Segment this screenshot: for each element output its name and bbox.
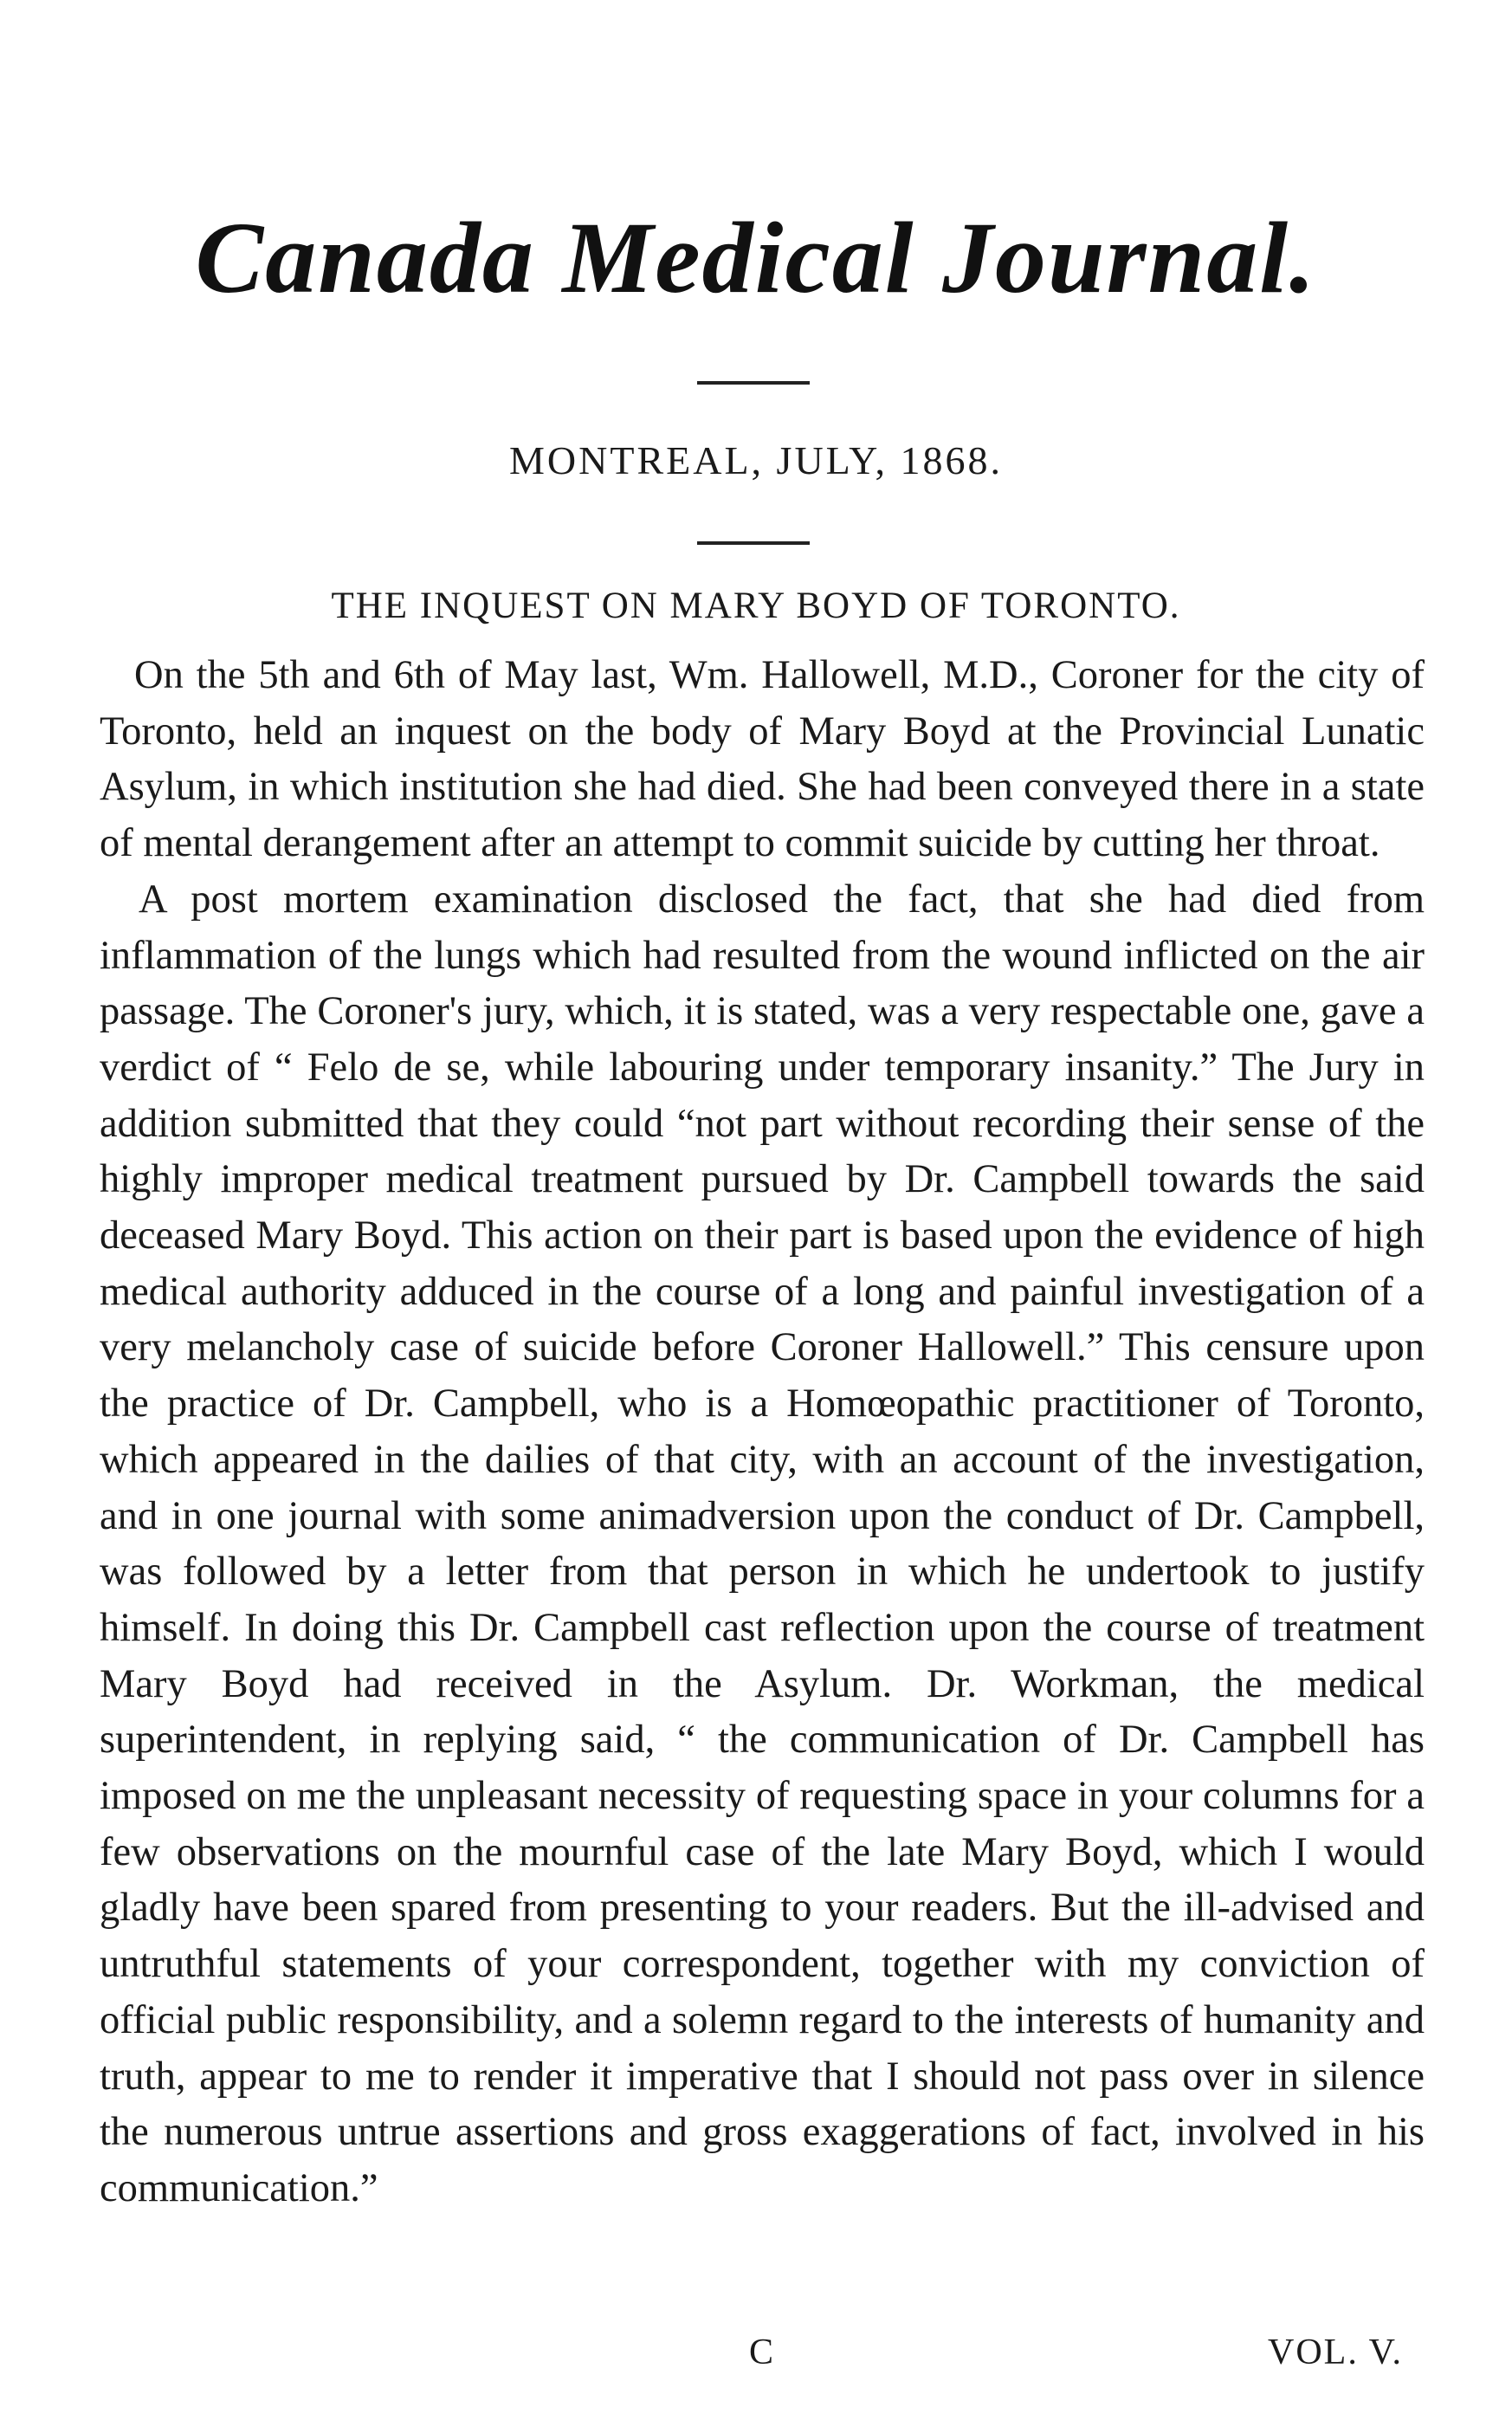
- article-paragraph-2: A post mortem examination disclosed the fact, that she had died from inflammation of the lungs which had resulted from the wound inflicted on the air passage. The Coroner's jury, which, it is stated, was a very respectable one, gave a verdict of “ Felo de se, while labouring under temporary insanity.” The Jury in addition submitted that they could “not part without recording their sense of the highly improper medical treatment pursued by Dr. Campbell towards the said deceased Mary Boyd. This action on their part is based upon the evidence of high medical authority adduced in the course of a long and painful investigation of a very melancholy case of suicide before Coroner Hallowell.” This censure upon the practice of Dr. Campbell, who is a Homœopathic practitioner of Toronto, which appeared in the dailies of that city, with an account of the investigation, and in one journal with some animadversion upon the conduct of Dr. Campbell, was followed by a letter from that person in which he undertook to justify himself. In doing this Dr. Campbell cast reflection upon the course of treatment Mary Boyd had received in the Asylum. Dr. Workman, the medical superintendent, in replying said, “ the communication of Dr. Campbell has imposed on me the unpleasant necessity of requesting space in your columns for a few observations on the mournful case of the late Mary Boyd, which I would gladly have been spared from presenting to your readers. But the ill-advised and untruthful statements of your correspondent, together with my conviction of official public responsibility, and a solemn regard to the interests of humanity and truth, appear to me to render it imperative that I should not pass over in silence the numerous untrue assertions and gross exaggerations of fact, involved in his communication.”: [100, 877, 1425, 2210]
- signature-mark: C: [748, 2333, 775, 2372]
- dateline-rule: [697, 541, 810, 545]
- volume-label: VOL. V.: [1268, 2333, 1403, 2372]
- dateline: MONTREAL, JULY, 1868.: [509, 438, 1003, 482]
- article-paragraph-1: On the 5th and 6th of May last, Wm. Hallowell, M.D., Coroner for the city of Toronto, held an inquest on the body of Mary Boyd at the Provincial Lunatic Asylum, in which institution she had died. She had been conveyed there in a state of mental derangement after an attempt to commit suicide by cutting her throat.: [100, 653, 1425, 866]
- journal-masthead: Canada Medical Journal.: [195, 201, 1317, 314]
- article-body: [100, 648, 1425, 2217]
- article-title: THE INQUEST ON MARY BOYD OF TORONTO.: [331, 586, 1181, 626]
- masthead-rule: [697, 381, 810, 385]
